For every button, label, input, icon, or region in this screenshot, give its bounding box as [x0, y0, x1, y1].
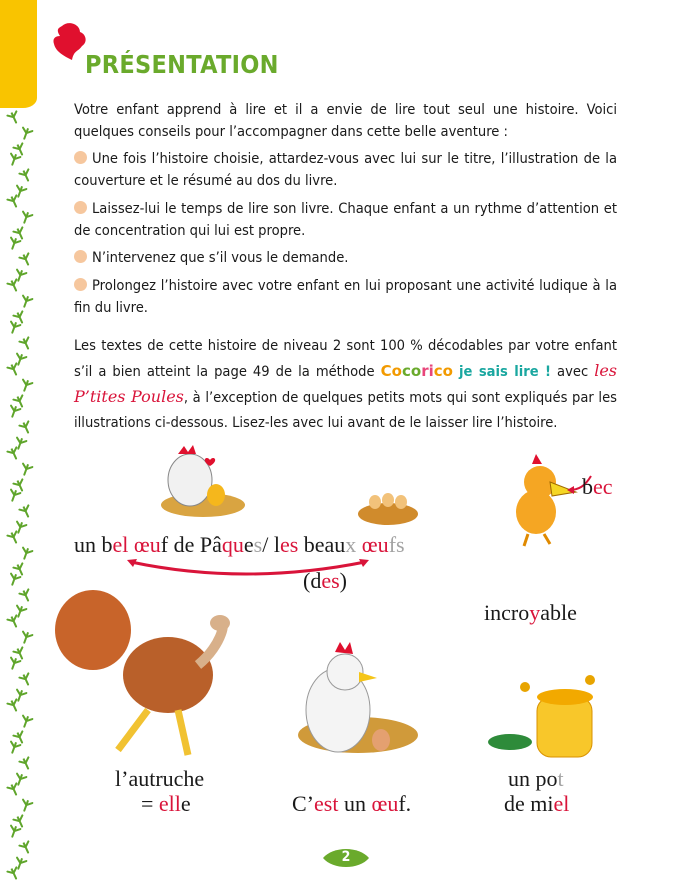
- brand-letter: r: [421, 362, 429, 380]
- brand-letter: o: [442, 362, 453, 380]
- word-segment: s: [253, 532, 263, 557]
- word-segment: l’autruche: [115, 766, 205, 791]
- egg-basket-illustration: [355, 488, 421, 526]
- bird-footprint-icon: [18, 630, 33, 645]
- bird-footprint-icon: [18, 168, 34, 184]
- bird-footprint-icon: [6, 824, 21, 839]
- word-segment: y: [529, 600, 541, 625]
- tip-text: N’intervenez que s’il vous le demande.: [92, 249, 349, 266]
- word-segment: de mi: [504, 791, 554, 816]
- word-segment: es: [279, 532, 299, 557]
- word-segment: qu: [221, 532, 244, 557]
- word-segment: e: [243, 532, 254, 557]
- hen-on-nest-illustration: [148, 440, 248, 518]
- brand-letter: C: [380, 362, 392, 380]
- word-segment: / l: [262, 532, 280, 557]
- bird-footprint-icon: [18, 462, 33, 477]
- word-segment: e: [180, 791, 191, 816]
- brand-letter: c: [401, 362, 411, 380]
- word-incroyable: [484, 600, 577, 626]
- word-segment: x: [345, 532, 357, 557]
- word-pot: [508, 766, 564, 792]
- tip-4: [74, 275, 617, 318]
- word-segment: œu: [371, 791, 399, 816]
- tip-text: Prolongez l’histoire avec votre enfant en lui proposant une activité ludique à la fin du livre.: [74, 277, 617, 316]
- word-cest-un-oeuf: [292, 791, 411, 817]
- bullet-icon: [74, 278, 87, 291]
- word-segment: C’: [292, 791, 314, 816]
- bird-footprint-icon: [6, 152, 21, 167]
- bird-footprint-icon: [6, 740, 21, 755]
- bird-footprint-icon: [18, 798, 33, 813]
- honey-pot-illustration: [485, 672, 605, 767]
- word-segment: œu: [133, 532, 161, 557]
- word-miel: [504, 791, 569, 817]
- text: , à l’exception de quelques petits mots qui sont expliqués par les illustrations ci-dessous. Lisez-les avec lui avant de le laisser lire l’histoire.: [74, 389, 617, 431]
- yellow-corner-band: [0, 0, 37, 108]
- bird-footprint-icon: [6, 572, 21, 587]
- bullet-icon: [74, 250, 87, 263]
- word-segment: t: [557, 766, 564, 791]
- word-segment: able: [540, 600, 577, 625]
- brand-letter: o: [410, 362, 422, 380]
- tagline: je sais lire !: [459, 363, 552, 380]
- bird-tracks-border: [0, 112, 40, 887]
- word-oeuf-line: [74, 532, 405, 558]
- word-segment: f de Pâ: [160, 532, 222, 557]
- method-paragraph: [74, 333, 617, 435]
- word-segment: f: [388, 532, 397, 557]
- page-number-badge: [323, 846, 369, 870]
- bullet-icon: [74, 151, 87, 164]
- brand-letter: i: [428, 362, 434, 380]
- word-segment: beau: [298, 532, 346, 557]
- bird-footprint-icon: [18, 420, 34, 436]
- word-segment: s: [396, 532, 405, 557]
- word-segment: incro: [484, 600, 530, 625]
- word-segment: ell: [158, 791, 181, 816]
- bird-footprint-icon: [18, 504, 34, 520]
- word-autruche: [115, 766, 204, 792]
- text: Les textes de cette histoire de niveau 2 sont 100 % décodables par votre enfant s’il a bien atteint la page 49 de la méthode: [74, 337, 617, 380]
- word-segment: est: [314, 791, 339, 816]
- bird-footprint-icon: [6, 404, 21, 419]
- bird-footprint-icon: [18, 336, 34, 352]
- word-segment: un b: [74, 532, 113, 557]
- bird-footprint-icon: [18, 840, 34, 856]
- tip-1: [74, 148, 617, 191]
- bird-footprint-icon: [6, 320, 21, 335]
- word-segment: ): [339, 568, 347, 593]
- hen-with-egg-illustration: [293, 640, 423, 755]
- word-segment: (d: [303, 568, 322, 593]
- bird-footprint-icon: [18, 546, 33, 561]
- red-leaf-icon: [52, 22, 88, 62]
- page-title: PRÉSENTATION: [85, 50, 279, 79]
- brand-letter: c: [433, 362, 443, 380]
- tip-2: [74, 198, 617, 241]
- word-segment: es: [321, 568, 340, 593]
- ostrich-illustration: [48, 585, 248, 760]
- bird-footprint-icon: [18, 714, 33, 729]
- word-segment: un po: [508, 766, 558, 791]
- word-segment: =: [141, 791, 159, 816]
- bird-footprint-icon: [18, 210, 33, 225]
- word-elle: [141, 791, 191, 817]
- bird-footprint-icon: [6, 110, 22, 126]
- bird-footprint-icon: [18, 378, 33, 393]
- word-segment: b: [582, 474, 593, 499]
- bird-footprint-icon: [18, 756, 34, 772]
- word-bec: [582, 474, 613, 500]
- word-segment: f.: [398, 791, 412, 816]
- cocorico-logo: [381, 362, 453, 380]
- bird-footprint-icon: [6, 488, 21, 503]
- bird-footprint-icon: [6, 236, 21, 251]
- text: avec: [551, 363, 595, 380]
- word-des: [303, 568, 347, 594]
- word-segment: el: [112, 532, 129, 557]
- page-number: 2: [341, 849, 351, 865]
- bird-footprint-icon: [18, 294, 33, 309]
- tip-3: [74, 247, 617, 269]
- bird-footprint-icon: [18, 252, 34, 268]
- bird-footprint-icon: [18, 588, 34, 604]
- brand-letter: o: [391, 362, 402, 380]
- chick-illustration: [500, 450, 580, 550]
- word-segment: un: [338, 791, 372, 816]
- word-segment: œu: [361, 532, 389, 557]
- bird-footprint-icon: [18, 126, 33, 141]
- tip-text: Laissez-lui le temps de lire son livre. Chaque enfant a un rythme d’attention et de concentration qui lui est propre.: [74, 200, 617, 239]
- series-logo: les P’tites Poules: [74, 361, 617, 406]
- tip-text: Une fois l’histoire choisie, attardez-vous avec lui sur le titre, l’illustration de la couverture et le résumé au dos du livre.: [74, 150, 617, 189]
- bird-footprint-icon: [6, 656, 21, 671]
- bullet-icon: [74, 201, 87, 214]
- word-segment: ec: [593, 474, 613, 499]
- bird-footprint-icon: [18, 672, 34, 688]
- intro-paragraph: Votre enfant apprend à lire et il a envie de lire tout seul une histoire. Voici quelques conseils pour l’accompagner dans cette belle aventure :: [74, 101, 617, 140]
- word-segment: el: [553, 791, 570, 816]
